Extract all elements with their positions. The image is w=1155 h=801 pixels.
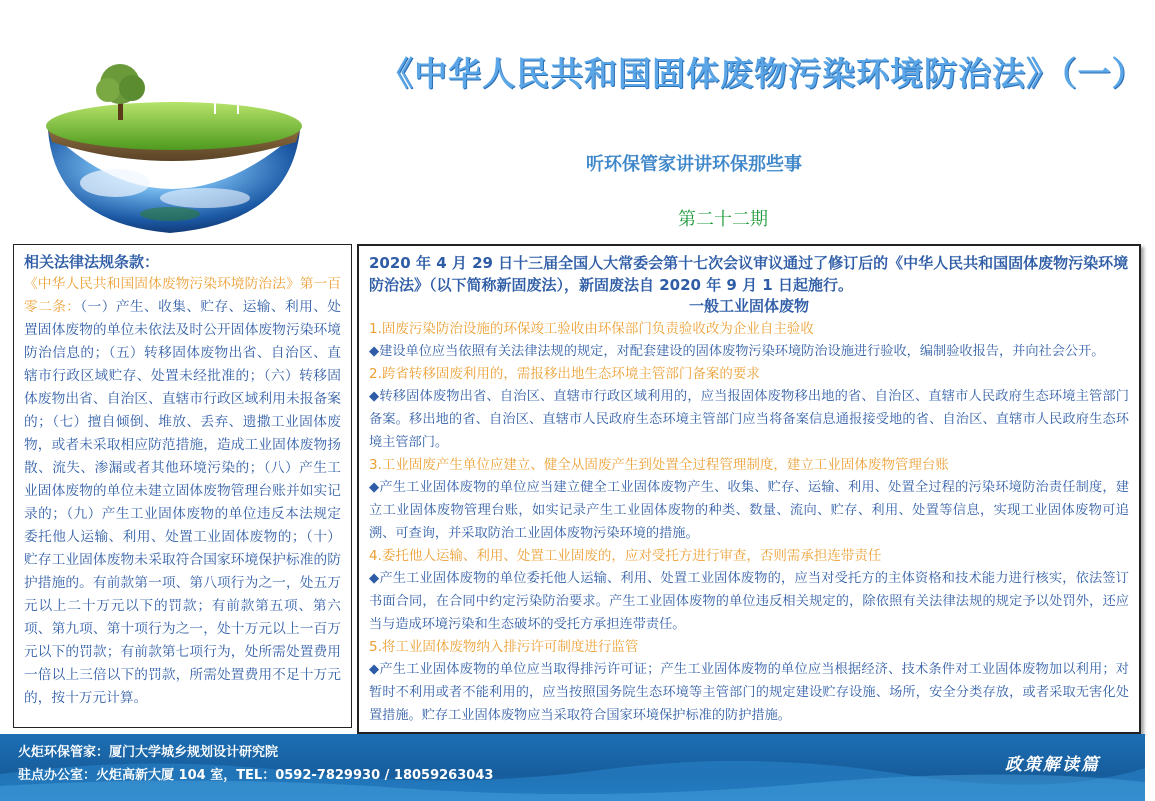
footer-banner <box>0 734 1145 801</box>
item-text: ◆建设单位应当依照有关法律法规的规定，对配套建设的固体废物污染环境防治设施进行验收，编制验收报告，并向社会公开。 <box>369 344 1105 359</box>
footer-tag: 政策解读篇 <box>1005 755 1100 775</box>
footer-org: 火炬环保管家：厦门大学城乡规划设计研究院 <box>18 745 279 760</box>
item-text: ◆产生工业固体废物的单位应当建立健全工业固体废物产生、收集、贮存、运输、利用、处置全过程的污染环境防治责任制度，建立工业固体废物管理台账，如实记录产生工业固体废物的种类、数量、流向、贮存、利用、处置等信息，实现工业固体废物可追溯、可查询，并采取防治工业固体废物污染环境的措施。 <box>369 480 1129 541</box>
article-reference: 《中华人民共和国固体废物污染环境防治法》第一百零二条： <box>24 276 341 315</box>
item-heading: 4.委托他人运输、利用、处置工业固废的，应对受托方进行审查，否则需承担连带责任 <box>369 548 882 564</box>
item-text: ◆产生工业固体废物的单位应当取得排污许可证；产生工业固体废物的单位应当根据经济、技术条件对工业固体废物加以利用；对暂时不利用或者不能利用的，应当按照国务院生态环境等主管部门的规定建设贮存设施、场所，安全分类存放，或者采取无害化处置措施。贮存工业固体废物应当采取符合国家环境保护标准的防护措施。 <box>369 662 1129 723</box>
list-item <box>369 545 1129 636</box>
item-heading: 5.将工业固体废物纳入排污许可制度进行监管 <box>369 639 639 655</box>
issue-number: 第二十二期 <box>678 209 768 230</box>
item-heading: 1.固废污染防治设施的环保竣工验收由环保部门负责验收改为企业自主验收 <box>369 321 814 337</box>
section-title: 一般工业固体废物 <box>688 297 809 315</box>
law-articles-body <box>24 273 341 710</box>
policy-interpretation-panel <box>357 244 1141 734</box>
intro-paragraph: 2020 年 4 月 29 日十三届全国人大常委会第十七次会议审议通过了修订后的《中华人民共和国固体废物污染环境防治法》（以下简称新固废法），新固废法自 2020 年 9 月 1 日起施行。 <box>369 254 1129 294</box>
page-subtitle: 听环保管家讲讲环保那些事 <box>586 154 802 175</box>
item-text: ◆转移固体废物出省、自治区、直辖市行政区域利用的，应当报固体废物移出地的省、自治区、直辖市人民政府生态环境主管部门备案。移出地的省、自治区、直辖市人民政府生态环境主管部门应当将备案信息通报接受地的省、自治区、直辖市人民政府生态环境主管部门。 <box>369 389 1129 450</box>
footer-contact: 驻点办公室：火炬高新大厦 104 室，TEL：0592-7829930 / 18059263043 <box>18 768 494 783</box>
article-text: （一）产生、收集、贮存、运输、利用、处置固体废物的单位未依法及时公开固体废物污染环境防治信息的；（五）转移固体废物出省、自治区、直辖市行政区域贮存、处置未经批准的；（六）转移固体废物出省、自治区、直辖市行政区域利用未报备案的；（七）擅自倾倒、堆放、丢弃、遗撒工业固体废物，或者未采取相应防范措施，造成工业固体废物扬散、流失、渗漏或者其他环境污染的；（八）产生工业固体废物的单位未建立固体废物管理台账并如实记录的；（九）产生工业固体废物的单位违反本法规定委托他人运输、利用、处置工业固体废物的；（十）贮存工业固体废物未采取符合国家环境保护标准的防护措施的。有前款第一项、第八项行为之一，处五万元以上二十万元以下的罚款；有前款第五项、第六项、第九项、第十项行为之一，处十万元以上一百万元以下的罚款；有前款第七项行为，处所需处置费用一倍以上三倍以下的罚款，所需处置费用不足十万元的，按十万元计算。 <box>24 299 341 706</box>
item-text: ◆产生工业固体废物的单位委托他人运输、利用、处置工业固体废物的，应当对受托方的主体资格和技术能力进行核实，依法签订书面合同，在合同中约定污染防治要求。产生工业固体废物的单位违反相关规定的，除依照有关法律法规的规定予以处罚外，还应当与造成环境污染和生态破坏的受托方承担连带责任。 <box>369 571 1129 632</box>
law-articles-heading: 相关法律法规条款： <box>24 253 160 271</box>
list-item <box>369 318 1129 363</box>
list-item <box>369 454 1129 545</box>
list-item <box>369 636 1129 727</box>
law-articles-panel <box>13 244 352 728</box>
wind-turbine-icon <box>198 22 248 114</box>
page-title: 《中华人民共和国固体废物污染环境防治法》（一） <box>380 54 1146 93</box>
item-heading: 2.跨省转移固废利用的，需报移出地生态环境主管部门备案的要求 <box>369 366 760 382</box>
earth-globe-illustration <box>20 18 320 240</box>
list-item <box>369 363 1129 454</box>
item-heading: 3.工业固废产生单位应建立、健全从固废产生到处置全过程管理制度，建立工业固体废物管理台账 <box>369 457 949 473</box>
